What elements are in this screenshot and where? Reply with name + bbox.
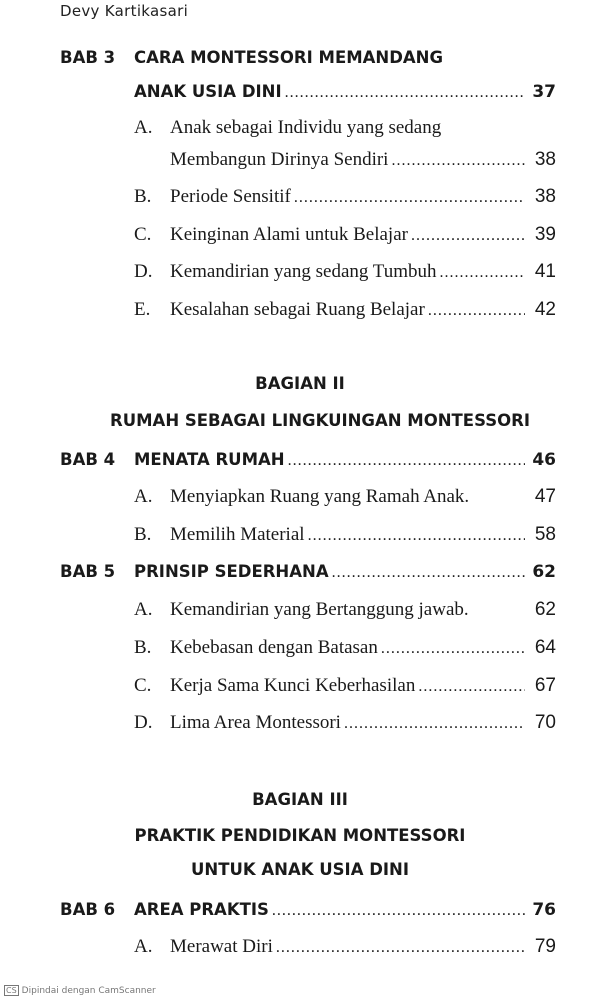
item-title: Kemandirian yang sedang Tumbuh (170, 261, 437, 282)
toc-entry[interactable] (170, 712, 556, 734)
toc-entry[interactable] (170, 637, 556, 659)
item-letter: A. (134, 599, 153, 620)
chapter-title: CARA MONTESSORI MEMANDANG (134, 48, 444, 67)
item-title: Memilih Material (170, 524, 305, 545)
toc-entry[interactable] (134, 82, 556, 102)
bab-label: BAB 3 (60, 48, 116, 67)
toc-entry[interactable] (170, 675, 556, 697)
page-number: 70 (534, 712, 556, 733)
item-letter: B. (134, 186, 152, 207)
page-number: 37 (532, 82, 556, 102)
leader-dots (411, 227, 525, 245)
leader-dots (391, 152, 525, 170)
page-number: 46 (532, 450, 556, 470)
leader-dots (285, 84, 525, 102)
leader-dots (428, 302, 525, 320)
leader-dots (440, 264, 525, 282)
running-header: Devy Kartikasari (60, 2, 189, 20)
toc-entry[interactable] (170, 599, 556, 621)
part-heading: BAGIAN II (255, 374, 345, 393)
page-number: 42 (534, 299, 556, 320)
toc-entry[interactable] (134, 562, 556, 582)
page-number: 67 (534, 675, 556, 696)
leader-dots (272, 902, 525, 920)
toc-entry[interactable] (170, 186, 556, 208)
toc-entry[interactable] (170, 524, 556, 546)
chapter-title: PRINSIP SEDERHANA (134, 562, 329, 581)
part-title: UNTUK ANAK USIA DINI (191, 860, 409, 879)
item-title: Kemandirian yang Bertanggung jawab. (170, 599, 469, 620)
leader-dots (308, 527, 525, 545)
bab-label: BAB 4 (60, 450, 116, 469)
watermark-text: Dipindai dengan CamScanner (21, 986, 156, 996)
part-heading: BAGIAN III (252, 790, 348, 809)
toc-entry[interactable] (170, 299, 556, 321)
item-title: Kebebasan dengan Batasan (170, 637, 378, 658)
page-number: 64 (534, 637, 556, 658)
item-letter: C. (134, 675, 152, 696)
leader-dots (294, 189, 525, 207)
page-number: 47 (534, 486, 556, 507)
toc-entry[interactable] (170, 224, 556, 246)
page-number: 41 (534, 261, 556, 282)
item-letter: B. (134, 637, 152, 658)
chapter-title: ANAK USIA DINI (134, 82, 282, 101)
item-letter: E. (134, 299, 151, 320)
page-number: 38 (534, 186, 556, 207)
toc-entry[interactable] (170, 149, 556, 171)
item-letter: A. (134, 117, 153, 138)
page-number: 39 (534, 224, 556, 245)
leader-dots (276, 939, 525, 957)
leader-dots (288, 452, 525, 470)
item-letter: A. (134, 486, 153, 507)
item-title: Merawat Diri (170, 936, 273, 957)
item-title: Periode Sensitif (170, 186, 291, 207)
item-title: Kerja Sama Kunci Keberhasilan (170, 675, 416, 696)
item-title: Menyiapkan Ruang yang Ramah Anak. (170, 486, 470, 507)
item-letter: D. (134, 261, 153, 282)
toc-entry[interactable] (170, 486, 556, 508)
item-letter: C. (134, 224, 152, 245)
page-number: 62 (534, 599, 556, 620)
leader-dots (381, 640, 525, 658)
part-title: PRAKTIK PENDIDIKAN MONTESSORI (134, 826, 466, 845)
camscanner-icon: CS (6, 986, 17, 995)
toc-entry[interactable] (134, 900, 556, 920)
page-number: 79 (534, 936, 556, 957)
toc-entry-line (170, 117, 441, 139)
item-title: Anak sebagai Individu yang sedang (170, 117, 442, 138)
item-title: Kesalahan sebagai Ruang Belajar (170, 299, 425, 320)
leader-dots (344, 715, 525, 733)
toc-entry[interactable] (170, 261, 556, 283)
toc-entry[interactable] (134, 450, 556, 470)
bab-label: BAB 5 (60, 562, 116, 581)
scanner-watermark (4, 986, 156, 996)
leader-dots (332, 564, 525, 582)
chapter-title-line (134, 48, 443, 67)
page-number: 58 (534, 524, 556, 545)
page-number: 62 (532, 562, 556, 582)
page-number: 76 (532, 900, 556, 920)
item-letter: D. (134, 712, 153, 733)
item-title: Membangun Dirinya Sendiri (170, 149, 389, 170)
chapter-title: AREA PRAKTIS (134, 900, 269, 919)
leader-dots (418, 678, 525, 696)
item-letter: B. (134, 524, 152, 545)
bab-label: BAB 6 (60, 900, 116, 919)
item-title: Lima Area Montessori (170, 712, 341, 733)
part-title: RUMAH SEBAGAI LINGKUINGAN MONTESSORI (110, 411, 530, 430)
item-title: Keinginan Alami untuk Belajar (170, 224, 408, 245)
chapter-title: MENATA RUMAH (134, 450, 285, 469)
toc-entry[interactable] (170, 936, 556, 958)
page-number: 38 (534, 149, 556, 170)
item-letter: A. (134, 936, 153, 957)
